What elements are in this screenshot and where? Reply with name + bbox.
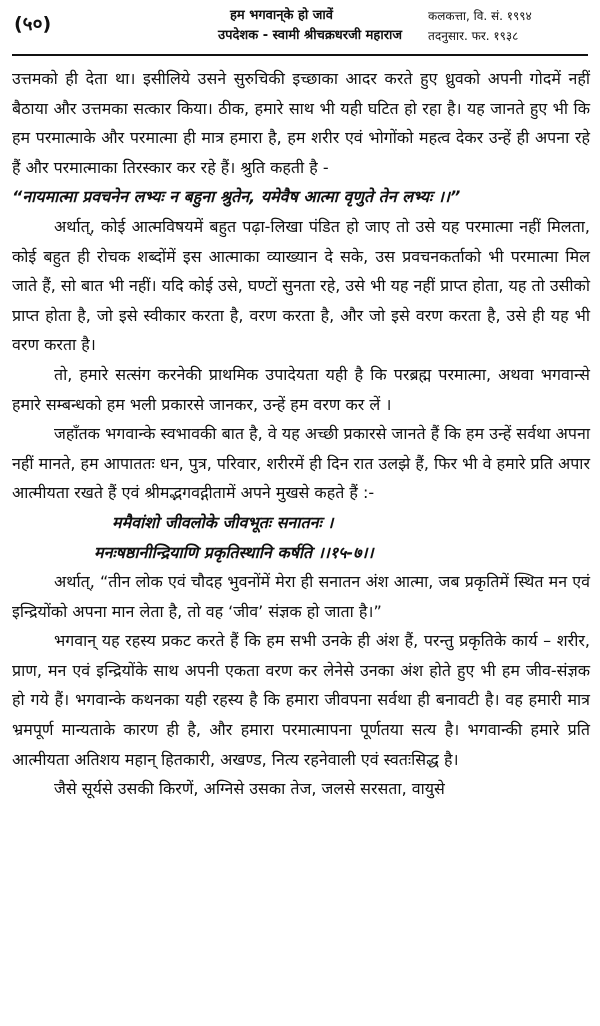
page-header xyxy=(8,4,592,56)
header-corresponding-date: तदनुसार. फर. १९३८ xyxy=(428,29,519,43)
header-title: हम भगवान्‌के हो जावें xyxy=(230,8,334,23)
paragraph-3: तो, हमारे सत्संग करनेकी प्राथमिक उपादेयता यही है कि परब्रह्म परमात्मा, अथवा भगवान्से हमारे सम्बन्धको हम भली प्रकारसे जानकर, उन्हें हम वरण कर लें । xyxy=(12,364,590,414)
paragraph-7: जैसे सूर्यसे उसकी किरणें, अग्निसे उसका तेज, जलसे सरसता, वायुसे xyxy=(54,779,445,799)
header-title-block xyxy=(218,6,418,46)
page-number: (५०) xyxy=(14,13,52,35)
paragraph-4: जहाँतक भगवान्के स्वभावकी बात है, वे यह अच्छी प्रकारसे जानते हैं कि हम उन्हें सर्वथा अपना नहीं मानते, हम आपाततः धन, पुत्र, परिवार, शरीरमें ही दिन रात उलझे हैं, फिर भी वे हमारे प्रति अपार आत्मीयता रखते हैं एवं श्रीमद्भगवद्गीतामें अपने मुखसे कहते हैं :- xyxy=(12,424,590,503)
header-divider xyxy=(12,54,588,56)
page-body xyxy=(12,64,590,804)
paragraph-5: अर्थात्, “तीन लोक एवं चौदह भुवनोंमें मेरा ही सनातन अंश आत्मा, जब प्रकृतिमें स्थित मन एवं इन्द्रियोंको अपना मान लेता है, तो वह ‘जीव’ संज्ञक हो जाता है।” xyxy=(12,572,590,621)
shruti-quote: “नायमात्मा प्रवचनेन लभ्यः न बहुना श्रुतेन, यमेवैष आत्मा वृणुते तेन लभ्यः ।।” xyxy=(12,187,461,207)
header-date-block xyxy=(428,6,598,46)
header-speaker: उपदेशक - स्वामी श्रीचक्रधरजी महाराज xyxy=(218,28,403,43)
paragraph-2: अर्थात्, कोई आत्मविषयमें बहुत पढ़ा-लिखा पंडित हो जाए तो उसे यह परमात्मा नहीं मिलता, कोई बहुत ही रोचक शब्दोंमें इस आत्माका व्याख्यान दे सके, उस प्रवचनकर्ताको भी परमात्मा मिल जाते हैं, सो बात भी नहीं। यदि कोई उसे, घण्टों सुनता रहे, उसे भी यह नहीं प्राप्त होता, यह तो उसीको प्राप्त होता है, जो इसे स्वीकार करता है, वरण करता है, और जो इसे वरण करता है, उसे ही यह भी वरण करता है। xyxy=(12,216,590,355)
gita-verse-line-2: मनःषष्ठानीन्द्रियाणि प्रकृतिस्थानि कर्षति ।।१५-७।। xyxy=(94,542,374,562)
paragraph-6: भगवान् यह रहस्य प्रकट करते हैं कि हम सभी उनके ही अंश हैं, परन्तु प्रकृतिके कार्य – शरीर, प्राण, मन एवं इन्द्रियोंके साथ अपनी एकता वरण कर लेनेसे उनका अंश होते हुए भी हम जीव-संज्ञक हो गये हैं। भगवान्के कथनका यही रहस्य है कि हमारा जीवपना सर्वथा ही बनावटी है। वह हमारी मात्र भ्रमपूर्ण मान्यताके कारण ही है, और हमारा परमात्मापना पूर्णतया सत्य है। भगवान्की हमारे प्रति आत्मीयता अतिशय महान् हितकारी, अखण्ड, नित्य रहनेवाली एवं स्वतःसिद्ध है। xyxy=(12,631,590,769)
header-place-date: कलकत्ता, वि. सं. १९९४ xyxy=(428,9,532,23)
paragraph-1: उत्तमको ही देता था। इसीलिये उसने सुरुचिकी इच्छाका आदर करते हुए ध्रुवको अपनी गोदमें नहीं बैठाया और उत्तमका सत्कार किया। ठीक, हमारे साथ भी यही घटित हो रहा है। यह जानते हुए भी कि हम परमात्माके और परमात्मा ही मात्र हमारा है, हम शरीर एवं भोगोंको महत्व देकर उन्हें ही अपना रहे हैं और परमात्माका तिरस्कार कर रहे हैं। श्रुति कहती है - xyxy=(12,69,590,177)
gita-verse-line-1: ममैवांशो जीवलोके जीवभूतः सनातनः । xyxy=(112,512,334,532)
